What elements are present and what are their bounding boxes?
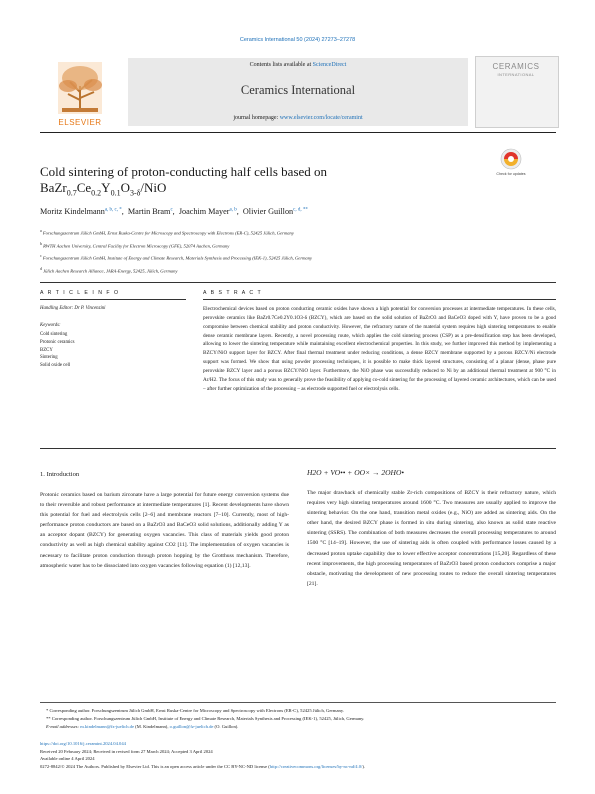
journal-title: Ceramics International — [240, 83, 356, 97]
abstract-rule — [203, 299, 556, 300]
affiliation-item: $^b$ RWTH Aachen University, Central Facility for Electron Microscopy (GFE), 52074 Aachen, Germany — [40, 241, 230, 249]
title-formula: $BaZr_{0.7}Ce_{0.2}Y_{0.1}O_{3-\delta}$/NiO — [40, 180, 167, 198]
email-line: E-mail addresses: m.kindelmann@fz-juelich.de (M. Kindelmann), o.guillon@fz-juelich.de (O. Guillon). — [46, 724, 239, 730]
header-rule — [40, 132, 556, 133]
footnote-rule — [40, 702, 556, 703]
keyword-item: BZCY — [40, 347, 53, 353]
author-affiliation-marker[interactable]: a, b — [229, 207, 237, 213]
article-info-rule — [40, 299, 186, 300]
elsevier-wordmark: ELSEVIER — [58, 118, 102, 127]
author-affiliation-marker[interactable]: c — [170, 207, 173, 213]
keywords-label: Keywords: — [40, 323, 61, 328]
author-name: Moritz Kindelmann — [40, 207, 105, 216]
author-name: Joachim Mayer — [178, 207, 230, 216]
license-line: 0272-8842/© 2024 The Authors. Published by Elsevier Ltd. This is an open access article under the CC BY-NC-ND license (http://creativecommons.org/licenses/by-nc-nd/4.0/). — [40, 763, 366, 769]
keyword-list — [40, 331, 186, 370]
author-affiliation-marker[interactable]: a, b, c, * — [104, 207, 122, 213]
equation-1: H2O + VO•• + OO× → 2OHO• — [307, 468, 404, 477]
contents-prefix: Contents lists available at — [249, 62, 313, 68]
svg-text:Check for updates: Check for updates — [496, 172, 526, 176]
title-line-1: Cold sintering of proton-conducting half cells based on — [40, 164, 328, 179]
contents-line — [128, 62, 468, 68]
affiliation-item: $^a$ Forschungszentrum Jülich GmbH, Ernst Ruska-Centre for Microscopy and Spectroscopy with Electrons (ER-C), 52425 Jülich, Germany — [40, 229, 294, 236]
article-info-heading: A R T I C L E I N F O — [40, 290, 120, 296]
intro-left-column: Protonic ceramics based on barium zirconate have a large potential for future energy conversion systems due to their reversible and robust performance at intermediate temperatures [1]. Recent developments have shown this potential for fuel and electrolysis cells [2–6] and membrane reactors [7–10]. Currently, most of high-performance proton conductors are based on a BaZrO3 and BaCeO3 solid solutions, additionally adding Y as an acceptor dopant (BZCY) for generating oxygen vacancies. This class of materials yields good proton conductivity as well as high chemical stability against CO2 [11]. The implementation of oxygen vacancies is necessary to facilitate proton conduction through proton hopping by the Grotthuss mechanism. Therefore, atmospheric water has to be dissociated into oxygen vacancies following equation (1) [12,13]. — [40, 492, 289, 569]
intro-right-column: The major drawback of chemically stable Zr-rich compositions of BZCY is their refractory nature, which requires very high sintering temperatures around 1600 °C. Two measures are usually applied to improve the sintering behavior. On the one hand, transition metal oxides (e.g., NiO) are added as sintering aids. On the other hand, the desired BZCY phase is formed in situ during sintering, also known as solid state reactive sintering (SSRS). The combination of both measures decreases the overall processing temperatures to around 1500 °C [14–19]. However, the use of sintering aids is often coupled with performance losses caused by a decreased proton uptake capability due to lower effective acceptor concentrations [15,20]. Regardless of these recent improvements, the high processing temperatures of BaZrO3 based proton conductors comprise a major obstacle, motivating the development of new processing routes to reduce the overall sintering temperatures [21]. — [307, 490, 556, 587]
journal-homepage-line — [128, 115, 468, 121]
abstract-text: Electrochemical devices based on proton conducting ceramic oxides have shown a high potential for conversion processes at intermediate temperatures. In these cells, perovskite ceramics like BaZr0.7Ce0.2Y0.1O3-δ (BZCY), which are based on the solid solution of BaZrO3 and BaCeO3 doped with Y, have proven to be a good compromise between chemical stability and proton conductivity. However, the refractory nature of the material system requires high sintering temperatures to enable dense ceramic membrane layers. Recently, a novel processing route, which applies the cold sintering process (CSP) as a pre-densification step has been developed, allowing to lower the sintering temperature while maintaining excellent electrochemical properties. In this study, we further improved this method by implementing a BZCY/NiO support layer for BZCY. After final thermal treatment under reducing conditions, a dense BZCY membrane supported by a porous BZCY/Ni electrode support was formed. We show that using powder processing techniques, it is possible to make thick layered structures, consisting of a planar (dense, phase pure perovskite BZCY layer and a porous BZCY/NiO layer. Furthermore, the NiO phase was successfully reduced to Ni by an additional thermal treatment at 900 °C in Ar/H2. The focus of this study was to generally prove the feasibility of applying co-cold sintering for the processing of layered ceramic architectures, which can be used – after further optimization of the processing – as electrode supported fuel or electrolysis cells. — [203, 306, 556, 392]
journal-reference-link[interactable]: Ceramics International 50 (2024) 27273–27278 — [239, 37, 356, 43]
author-name: Olivier Guillon — [242, 207, 294, 216]
keyword-item: Sintering — [40, 355, 58, 361]
keyword-item: Solid oxide cell — [40, 363, 71, 369]
license-link[interactable]: http://creativecommons.org/licenses/by-nc-nd/4.0/ — [269, 763, 363, 769]
sciencedirect-link[interactable]: ScienceDirect — [312, 62, 347, 68]
footnote-1: * Corresponding author. Forschungszentrum Jülich GmbH, Ernst Ruska-Centre for Microscopy and Spectroscopy with Electrons (ER-C), 52425 Jülich, Germany. — [46, 708, 344, 713]
cover-subtitle: INTERNATIONAL — [497, 72, 535, 77]
keyword-item: Protonic ceramics — [40, 339, 75, 345]
received-dates: Received 20 February 2024; Received in revised form 27 March 2024; Accepted 3 April 2024 — [40, 748, 213, 754]
journal-homepage-link[interactable]: www.elsevier.com/locate/ceramint — [279, 115, 363, 121]
email-link[interactable]: o.guillon@fz-juelich.de — [169, 724, 214, 730]
check-for-updates-icon[interactable] — [498, 148, 524, 182]
cover-title: CERAMICS — [492, 62, 540, 71]
email-link[interactable]: m.kindelmann@fz-juelich.de — [80, 724, 135, 730]
homepage-prefix: journal homepage: — [233, 115, 280, 121]
footnote-2: ** Corresponding author. Forschungszentrum Jülich GmbH, Institute of Energy and Climate Research, Materials Synthesis and Processing (IEK-1), 52425, Jülich, Germany. — [46, 716, 365, 722]
body-rule — [40, 448, 556, 449]
author-name: Martin Bram — [127, 207, 171, 216]
handling-editor: Handling Editor: Dr P. Vincenzini — [40, 306, 106, 311]
affiliation-item: $^d$ Jülich Aachen Research Alliance, JARA-Energy, 52425, Jülich, Germany — [40, 266, 178, 274]
section-heading-introduction: 1. Introduction — [40, 471, 80, 478]
abstract-heading: A B S T R A C T — [203, 290, 263, 296]
keyword-item: Cold sintering — [40, 332, 68, 337]
section-rule — [40, 282, 556, 283]
article-title — [40, 164, 480, 202]
affiliation-item: $^c$ Forschungszentrum Jülich GmbH, Institute of Energy and Climate Research, Materials Synthesis and Processing (IEK-1), 52425 Jülich, Germany — [40, 254, 313, 261]
doi-link[interactable]: https://doi.org/10.1016/j.ceramint.2024.04.044 — [40, 741, 126, 746]
affiliation-list — [40, 226, 560, 276]
corresponding-author-footnotes — [40, 707, 556, 732]
author-affiliation-marker[interactable]: c, d, ** — [293, 207, 308, 213]
author-list: Moritz Kindelmann$^{a, b, c, *}$, Martin Bram$^c$, Joachim Mayer$^{a, b}$, Olivier Guillon$^{c, d, **}$ — [40, 207, 308, 216]
available-online: Available online 4 April 2024 — [40, 756, 95, 762]
publication-info — [40, 740, 556, 770]
